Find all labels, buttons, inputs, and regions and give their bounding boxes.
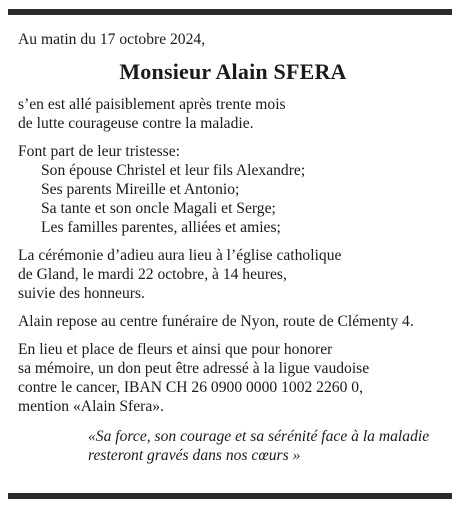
family-member-3: Sa tante et son oncle Magali et Serge; <box>41 200 276 217</box>
donation-line-2: sa mémoire, un don peut être adressé à la ligue vaudoise <box>18 360 370 377</box>
ceremony-line-3: suivie des honneurs. <box>18 285 145 302</box>
passing-paragraph <box>18 95 448 133</box>
intro-line: Au matin du 17 octobre 2024, <box>18 31 206 48</box>
family-member-2: Ses parents Mireille et Antonio; <box>41 181 240 198</box>
donation-paragraph <box>18 340 448 416</box>
ceremony-line-2: de Gland, le mardi 22 octobre, à 14 heures, <box>18 266 287 283</box>
quote-line-2: resteront gravés dans nos cœurs » <box>88 447 301 464</box>
ceremony-paragraph <box>18 246 448 303</box>
family-heading: Font part de leur tristesse: <box>18 143 180 160</box>
family-member-4: Les familles parentes, alliées et amies; <box>41 219 281 236</box>
donation-line-3: contre le cancer, IBAN CH 26 0900 0000 1002 2260 0, <box>18 379 363 396</box>
donation-line-1: En lieu et place de fleurs et ainsi que pour honorer <box>18 341 333 358</box>
passing-line-1: s’en est allé paisiblement après trente mois <box>18 96 286 113</box>
quote-line-1: «Sa force, son courage et sa sérénité face à la maladie <box>88 428 430 445</box>
bottom-border-rule <box>8 493 452 499</box>
passing-line-2: de lutte courageuse contre la maladie. <box>18 115 254 132</box>
top-border-rule <box>8 9 452 15</box>
memorial-quote <box>18 427 448 465</box>
deceased-name: Monsieur Alain SFERA <box>119 59 347 84</box>
family-member-1: Son épouse Christel et leur fils Alexandre; <box>41 162 306 179</box>
rest-line: Alain repose au centre funéraire de Nyon, route de Clémenty 4. <box>18 313 414 330</box>
rest-paragraph <box>18 312 448 331</box>
donation-line-4: mention «Alain Sfera». <box>18 398 164 415</box>
intro-paragraph <box>18 30 448 49</box>
family-paragraph <box>18 142 448 237</box>
ceremony-line-1: La cérémonie d’adieu aura lieu à l’église catholique <box>18 247 342 264</box>
notice-content <box>18 30 448 465</box>
